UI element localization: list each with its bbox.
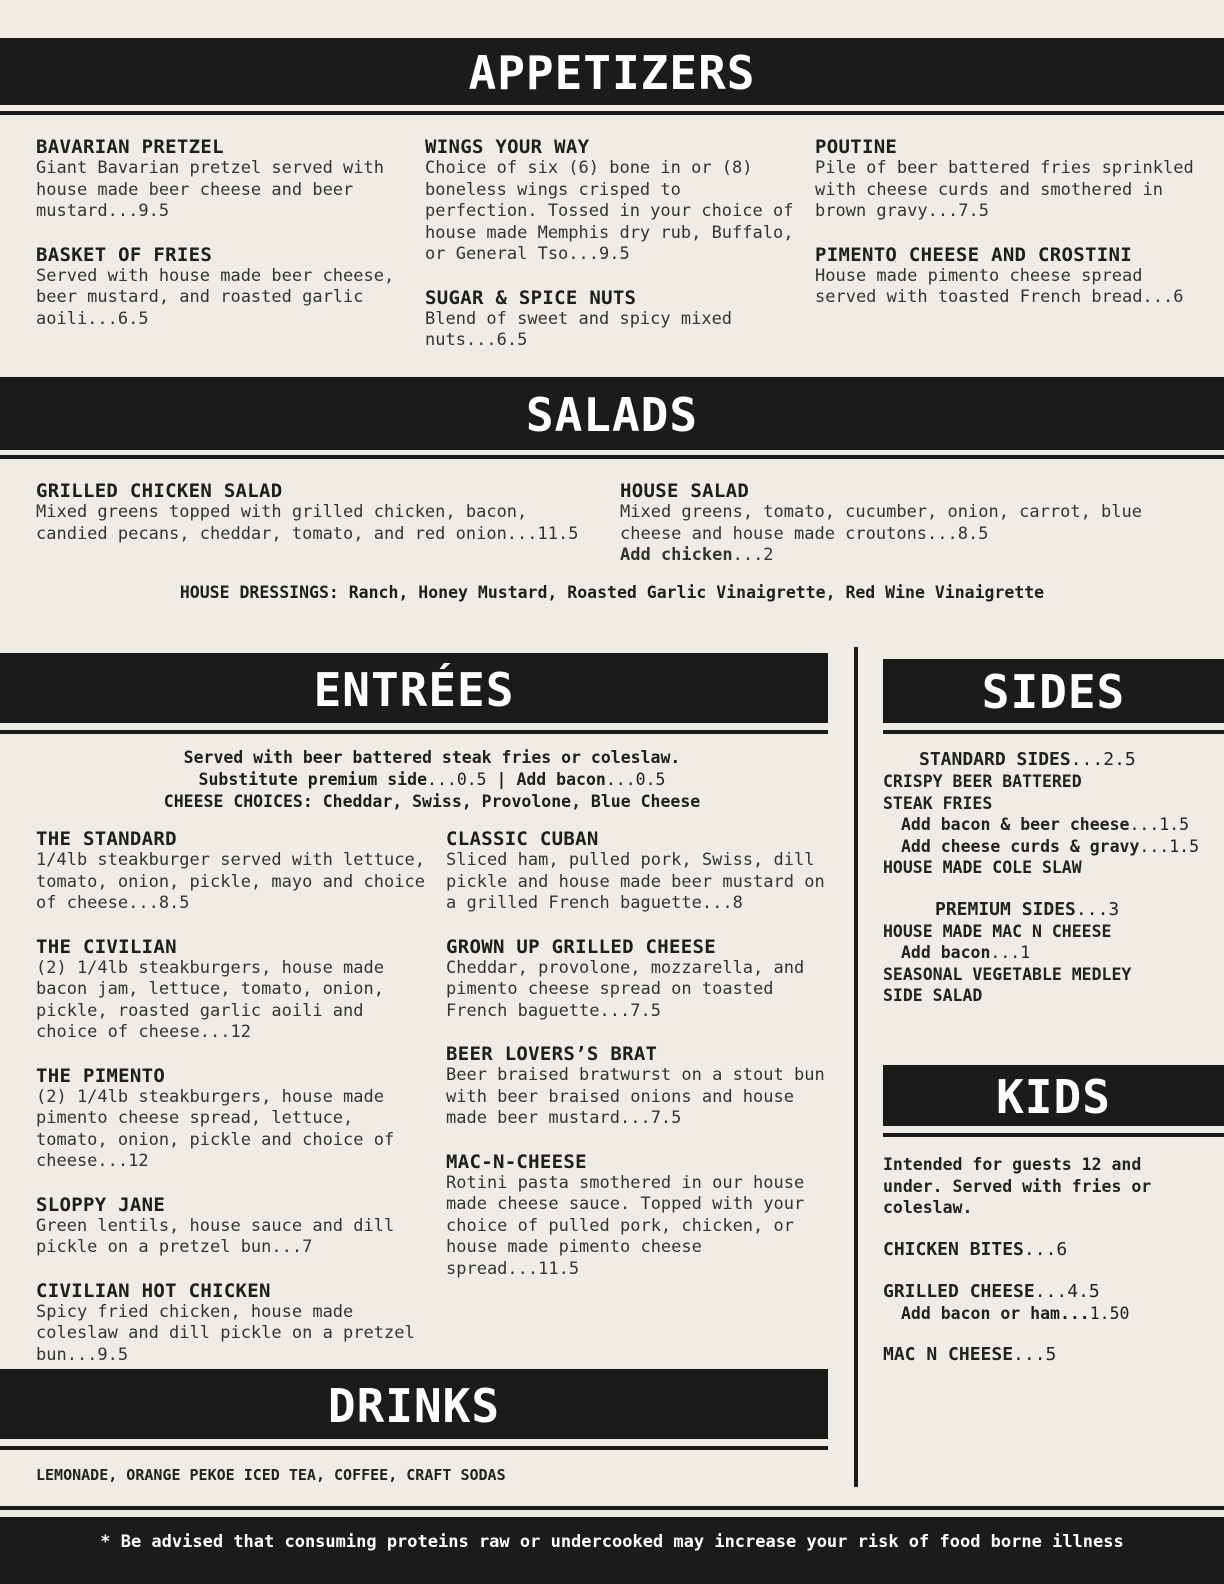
kids-rule bbox=[883, 1133, 1224, 1137]
drinks-header: DRINKS bbox=[0, 1369, 828, 1439]
menu-item-name: WINGS YOUR WAY bbox=[425, 136, 590, 158]
fries-add-1-price: ...1.5 bbox=[1129, 815, 1190, 834]
drinks-list: LEMONADE, ORANGE PEKOE ICED TEA, COFFEE, CRAFT SODAS bbox=[36, 1466, 506, 1484]
menu-item bbox=[36, 828, 431, 915]
entrees-rule bbox=[0, 730, 828, 734]
chicken-bites-price: ...6 bbox=[1023, 1238, 1068, 1260]
menu-item bbox=[815, 244, 1195, 309]
mac-side: HOUSE MADE MAC N CHEESE bbox=[883, 921, 1112, 941]
menu-item bbox=[36, 244, 406, 331]
cheese-choices: CHEESE CHOICES: Cheddar, Swiss, Provolone, Blue Cheese bbox=[163, 792, 701, 811]
menu-item-name: BASKET OF FRIES bbox=[36, 243, 213, 266]
appetizers-rule bbox=[0, 111, 1224, 115]
veg-side: SEASONAL VEGETABLE MEDLEY bbox=[883, 964, 1132, 984]
entrees-col-1 bbox=[36, 828, 431, 1387]
fries-add-2 bbox=[883, 836, 1213, 858]
menu-item-description: Mixed greens, tomato, cucumber, onion, carrot, blue cheese and house made croutons...8.5 bbox=[620, 502, 1142, 544]
menu-item bbox=[36, 1065, 431, 1173]
drinks-rule bbox=[0, 1446, 828, 1450]
menu-item bbox=[815, 136, 1195, 223]
menu-item-name: SUGAR & SPICE NUTS bbox=[425, 286, 637, 309]
appetizers-col-1 bbox=[36, 136, 406, 351]
menu-item bbox=[36, 480, 596, 545]
coleslaw-side: HOUSE MADE COLE SLAW bbox=[883, 858, 1082, 877]
menu-item-name: THE PIMENTO bbox=[36, 1064, 166, 1087]
menu-item-name: CIVILIAN HOT CHICKEN bbox=[36, 1279, 271, 1302]
menu-item-description: Choice of six (6) bone in or (8) boneless wings crisped to perfection. Tossed in your choice of house made Memphis dry rub, Buffalo, or General Tso...9.5 bbox=[425, 158, 794, 264]
menu-item-name: GRILLED CHICKEN SALAD bbox=[36, 480, 283, 502]
appetizers-col-3 bbox=[815, 136, 1195, 330]
menu-item-name: GROWN UP GRILLED CHEESE bbox=[446, 935, 716, 958]
grilled-add-label: Add bacon or ham... bbox=[901, 1303, 1090, 1323]
fries-add-2-price: ...1.5 bbox=[1139, 836, 1200, 856]
menu-item bbox=[446, 1151, 836, 1281]
menu-item-description: (2) 1/4lb steakburgers, house made bacon jam, lettuce, tomato, onion, pickle, roasted garlic aoili and choice of cheese...12 bbox=[36, 957, 384, 1042]
fries-add-2-label: Add cheese curds & gravy bbox=[901, 836, 1140, 856]
menu-item-description: Sliced ham, pulled pork, Swiss, dill pickle and house made beer mustard on a grilled French baguette...8 bbox=[446, 850, 825, 913]
kids-list bbox=[883, 1154, 1193, 1386]
appetizers-header: APPETIZERS bbox=[0, 38, 1224, 105]
menu-item-name: HOUSE SALAD bbox=[620, 480, 750, 502]
kids-mac-price: ...5 bbox=[1013, 1344, 1057, 1365]
salads-rule bbox=[0, 455, 1224, 459]
fries-line1: CRISPY BEER BATTERED bbox=[883, 772, 1082, 791]
menu-item bbox=[446, 1043, 836, 1130]
entrees-header: ENTRÉES bbox=[0, 653, 828, 723]
menu-item-description: Blend of sweet and spicy mixed nuts...6.5 bbox=[425, 308, 733, 350]
food-safety-disclaimer: * Be advised that consuming proteins raw or undercooked may increase your risk of food borne illness bbox=[100, 1532, 1124, 1552]
salads-col-1 bbox=[36, 480, 596, 566]
premium-sides-price: ...3 bbox=[1075, 898, 1120, 920]
mac-add-label: Add bacon bbox=[901, 943, 991, 962]
menu-item bbox=[36, 936, 431, 1044]
menu-item-name: BAVARIAN PRETZEL bbox=[36, 136, 224, 158]
salad-side: SIDE SALAD bbox=[883, 986, 983, 1005]
menu-item-description: Giant Bavarian pretzel served with house made beer cheese and beer mustard...9.5 bbox=[36, 158, 384, 221]
sub-premium-price: ...0.5 bbox=[427, 770, 487, 789]
premium-sides-heading bbox=[883, 899, 1213, 921]
menu-item bbox=[425, 136, 795, 266]
kids-chicken-bites bbox=[883, 1239, 1193, 1261]
footer-rule bbox=[0, 1506, 1224, 1510]
kids-header: KIDS bbox=[883, 1065, 1224, 1126]
entrees-col-2 bbox=[446, 828, 836, 1301]
mac-add bbox=[883, 942, 1213, 964]
footer-bar bbox=[0, 1517, 1224, 1584]
house-dressings: HOUSE DRESSINGS: Ranch, Honey Mustard, Roasted Garlic Vinaigrette, Red Wine Vinaigrette bbox=[179, 583, 1045, 602]
menu-item bbox=[36, 1280, 431, 1367]
standard-sides-label: STANDARD SIDES bbox=[919, 749, 1071, 770]
menu-item-description: (2) 1/4lb steakburgers, house made pimento cheese spread, lettuce, tomato, onion, pickle and choice of cheese...12 bbox=[36, 1086, 395, 1171]
menu-item-description: Cheddar, provolone, mozzarella, and pimento cheese spread on toasted French baguette...7.5 bbox=[446, 957, 805, 1021]
menu-item bbox=[446, 828, 836, 915]
sub-premium-label: Substitute premium side bbox=[198, 770, 428, 789]
menu-item-name: CLASSIC CUBAN bbox=[446, 828, 599, 850]
add-chicken-price: ...2 bbox=[732, 545, 774, 565]
sides-rule bbox=[883, 730, 1224, 734]
appetizers-col-2 bbox=[425, 136, 795, 373]
menu-item-name: THE STANDARD bbox=[36, 828, 177, 850]
grilled-cheese-add bbox=[883, 1303, 1193, 1325]
fries-add-1-label: Add bacon & beer cheese bbox=[901, 815, 1130, 834]
standard-sides-heading bbox=[883, 749, 1213, 771]
standard-sides-price: ...2.5 bbox=[1070, 749, 1136, 770]
premium-sides-label: PREMIUM SIDES bbox=[935, 898, 1076, 920]
note-separator: | bbox=[486, 770, 517, 789]
menu-item-description: Spicy fried chicken, house made coleslaw and dill pickle on a pretzel bun...9.5 bbox=[36, 1301, 415, 1365]
add-bacon-price: ...0.5 bbox=[605, 770, 666, 789]
menu-item-description: Served with house made beer cheese, beer mustard, and roasted garlic aoili...6.5 bbox=[36, 265, 395, 329]
kids-mac-label: MAC N CHEESE bbox=[883, 1344, 1014, 1365]
sides-header: SIDES bbox=[883, 659, 1224, 723]
grilled-add-price: 1.50 bbox=[1089, 1303, 1130, 1323]
add-bacon-label: Add bacon bbox=[516, 770, 606, 789]
menu-item bbox=[446, 936, 836, 1023]
menu-item bbox=[425, 287, 795, 352]
fries-add-1 bbox=[883, 814, 1213, 836]
menu-item-name: THE CIVILIAN bbox=[36, 935, 177, 958]
kids-intro: Intended for guests 12 and under. Served with fries or coleslaw. bbox=[883, 1155, 1152, 1217]
menu-item-name: MAC-N-CHEESE bbox=[446, 1150, 587, 1173]
chicken-bites-label: CHICKEN BITES bbox=[883, 1238, 1024, 1260]
menu-item-description: Mixed greens topped with grilled chicken, bacon, candied pecans, cheddar, tomato, and red onion...11.5 bbox=[36, 502, 579, 544]
menu-item bbox=[36, 1194, 431, 1259]
menu-item-name: POUTINE bbox=[815, 136, 898, 158]
menu-item-name: BEER LOVERS’S BRAT bbox=[446, 1043, 658, 1065]
grilled-cheese-price: ...4.5 bbox=[1034, 1280, 1100, 1302]
entrees-note-line1: Served with beer battered steak fries or coleslaw. bbox=[183, 748, 681, 767]
menu-item-description: Green lentils, house sauce and dill pickle on a pretzel bun...7 bbox=[36, 1215, 395, 1257]
menu-item-description: Pile of beer battered fries sprinkled with cheese curds and smothered in brown gravy...7.5 bbox=[815, 158, 1194, 221]
menu-item-description: Beer braised bratwurst on a stout bun with beer braised onions and house made beer mustard...7.5 bbox=[446, 1065, 825, 1128]
sides-list bbox=[883, 749, 1213, 1007]
salads-header: SALADS bbox=[0, 377, 1224, 450]
house-salad-item bbox=[620, 480, 1180, 545]
column-divider bbox=[854, 647, 858, 1487]
menu-item-name: SLOPPY JANE bbox=[36, 1193, 166, 1216]
salads-col-2 bbox=[620, 480, 1180, 567]
kids-mac-n-cheese bbox=[883, 1344, 1193, 1366]
add-chicken-label: Add chicken bbox=[620, 545, 733, 565]
menu-item-name: PIMENTO CHEESE AND CROSTINI bbox=[815, 243, 1132, 266]
kids-grilled-cheese bbox=[883, 1281, 1193, 1303]
grilled-cheese-label: GRILLED CHEESE bbox=[883, 1280, 1035, 1302]
mac-add-price: ...1 bbox=[990, 943, 1031, 962]
fries-line2: STEAK FRIES bbox=[883, 793, 993, 813]
menu-item bbox=[620, 480, 1180, 545]
add-chicken-line bbox=[620, 545, 1180, 567]
menu-item-description: Rotini pasta smothered in our house made cheese sauce. Topped with your choice of pulled pork, chicken, or house made pimento cheese spread...11.5 bbox=[446, 1172, 805, 1279]
menu-item-description: 1/4lb steakburger served with lettuce, tomato, onion, pickle, mayo and choice of cheese...8.5 bbox=[36, 850, 425, 913]
menu-item-description: House made pimento cheese spread served with toasted French bread...6 bbox=[815, 265, 1184, 307]
entrees-note bbox=[0, 747, 864, 813]
menu-item bbox=[36, 136, 406, 223]
entrees-note-line2 bbox=[0, 769, 864, 791]
